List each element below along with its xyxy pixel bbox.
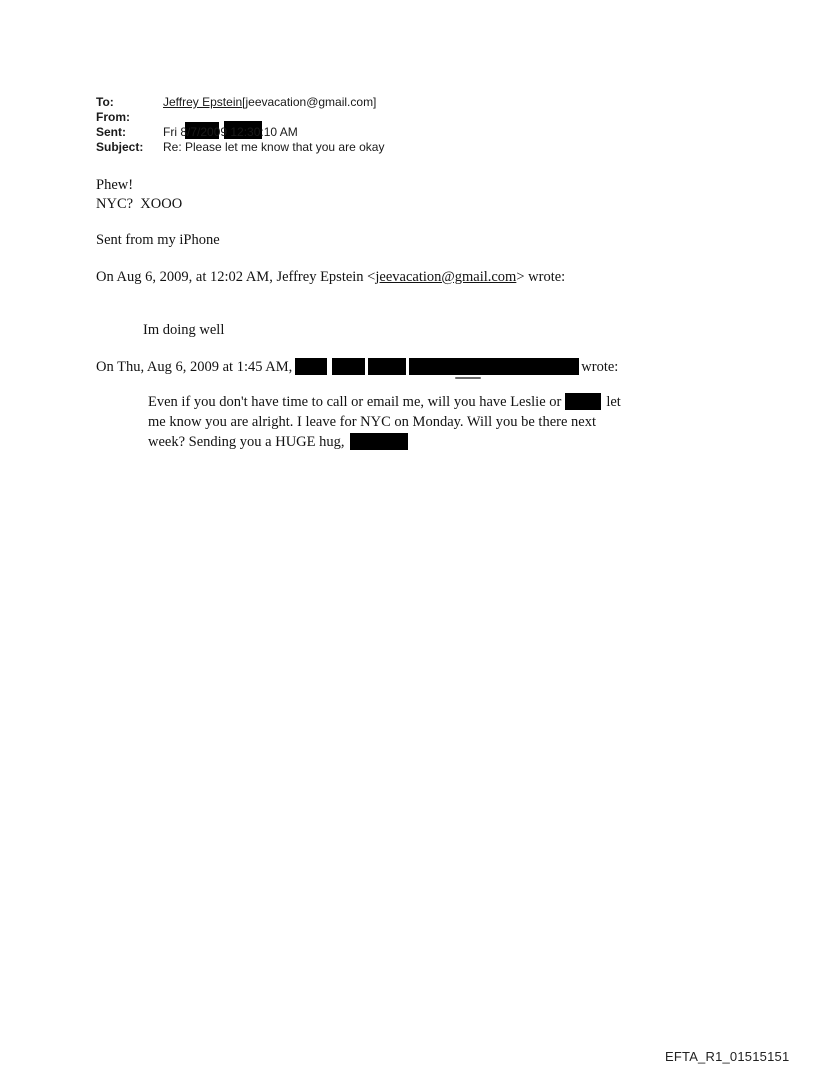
quoted-message: [148, 392, 776, 452]
quote1-attribution-post: > wrote:: [516, 268, 566, 285]
redaction-bar: [368, 358, 406, 375]
to-value: [163, 95, 376, 110]
header-row-from: [96, 110, 384, 125]
email-body: [96, 176, 776, 452]
subject-value: Re: Please let me know that you are okay: [163, 140, 385, 154]
to-recipient-name: Jeffrey Epstein: [163, 95, 243, 109]
subject-label: Subject:: [96, 140, 144, 154]
quote2-attribution-post: wrote:: [581, 358, 619, 375]
quote2-attribution: [96, 358, 776, 377]
quote1-attribution: [96, 268, 776, 287]
redaction-bar: [409, 358, 579, 375]
quoted-line-2: me know you are alright. I leave for NYC on Monday. Will you be there next: [148, 414, 596, 430]
to-recipient-email: [jeevacation@gmail.com]: [242, 95, 377, 109]
quoted-line-1: [148, 392, 776, 412]
from-label: From:: [96, 110, 130, 124]
quote2-attribution-pre: On Thu, Aug 6, 2009 at 1:45 AM,: [96, 358, 293, 375]
redaction-bar: [350, 433, 408, 450]
quoted-line-1-pre: Even if you don't have time to call or email me, will you have Leslie or: [148, 394, 562, 410]
reply-line: Im doing well: [143, 322, 225, 338]
quoted-line-3: [148, 432, 776, 452]
body-line-nyc: NYC? XOOO: [96, 195, 183, 212]
bates-number: EFTA_R1_01515151: [665, 1049, 790, 1064]
quote1-attribution-pre: On Aug 6, 2009, at 12:02 AM, Jeffrey Epstein <: [96, 268, 376, 285]
redaction-bar: [565, 393, 601, 410]
quoted-line-1-post: let: [606, 394, 621, 410]
to-label: To:: [96, 95, 114, 109]
sent-label: Sent:: [96, 125, 126, 139]
email-header: [96, 95, 384, 155]
sent-value: Fri 8/7/2009 12:30:10 AM: [163, 125, 298, 139]
header-row-subject: [96, 140, 384, 155]
from-value-redacted: [158, 110, 262, 125]
quoted-line-3-pre: week? Sending you a HUGE hug,: [148, 434, 345, 450]
redaction-bar: [332, 358, 365, 375]
redaction-bar: [295, 358, 327, 375]
header-row-sent: [96, 125, 384, 140]
signature-line: Sent from my iPhone: [96, 232, 220, 248]
body-line-phew: Phew!: [96, 177, 134, 193]
sender-email-link[interactable]: jeevacation@gmail.com: [375, 268, 517, 285]
header-row-to: [96, 95, 384, 110]
